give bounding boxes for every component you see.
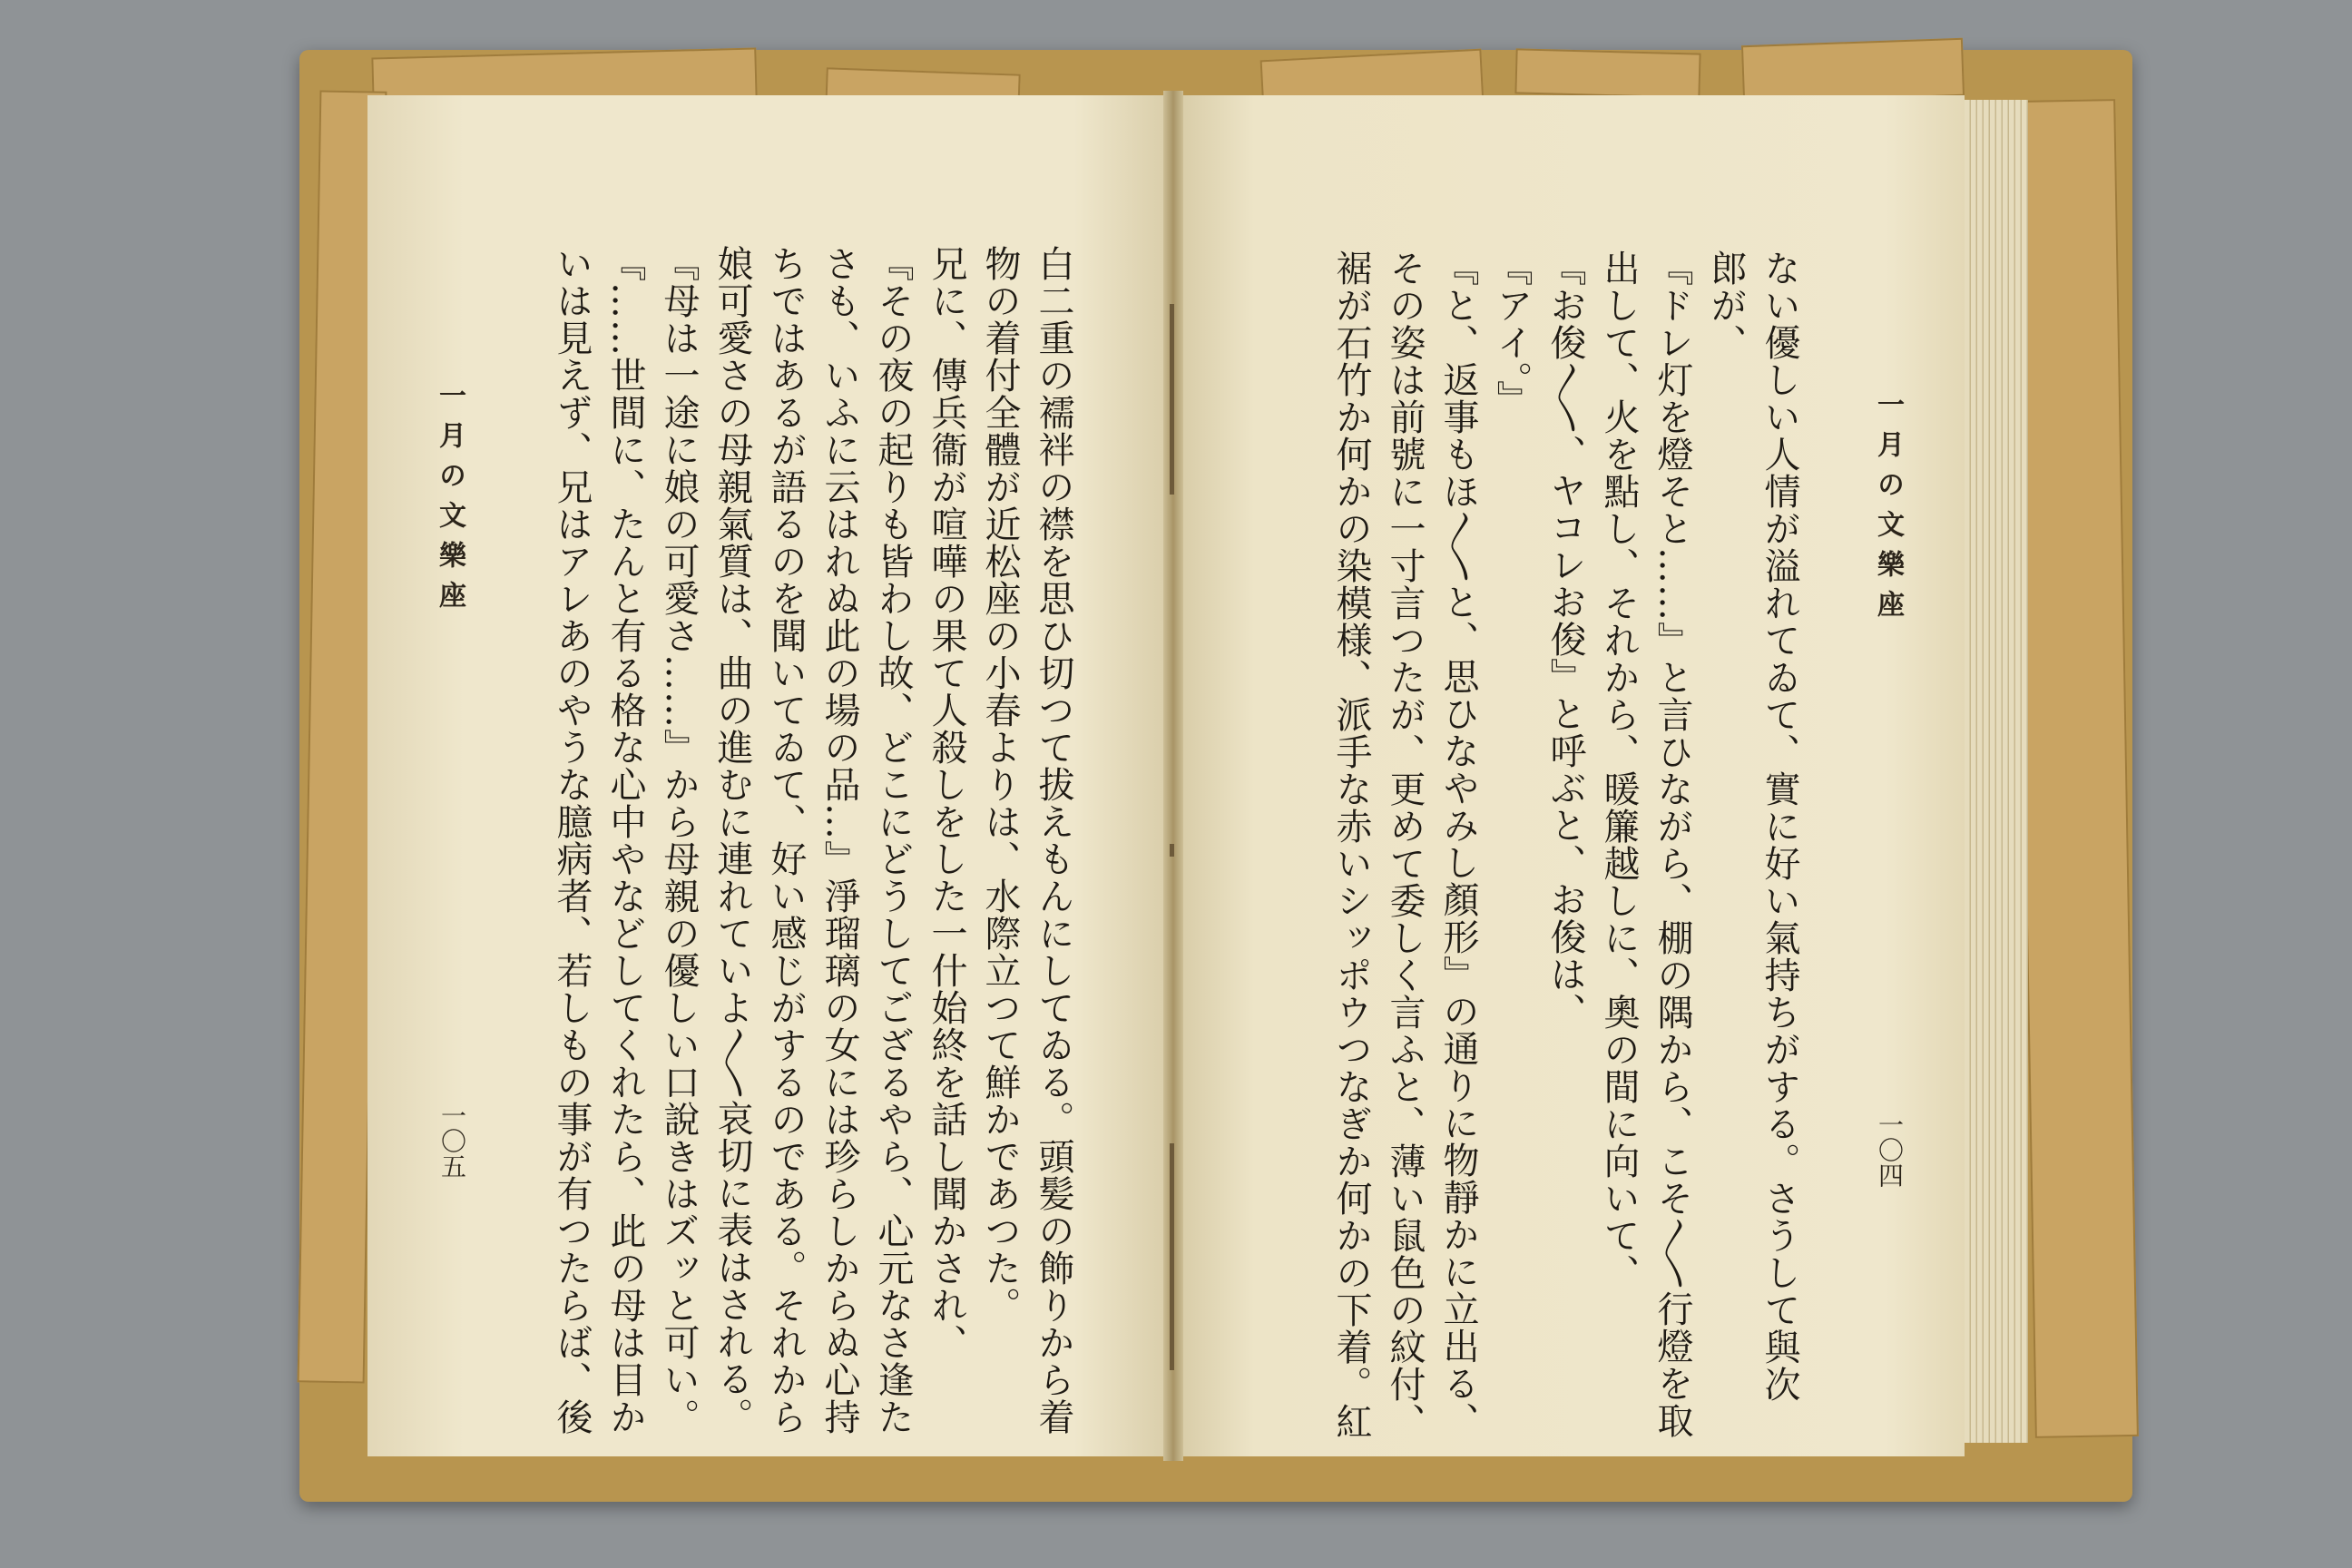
right-page-text — [1243, 250, 1806, 1440]
text-line: 娘可愛さの母親氣質は、曲の進むに連れていよ〳〵哀切に表はされる。 — [711, 245, 753, 1435]
running-head-right: 一月の文樂座 — [1872, 390, 1904, 630]
text-line: 物の着付全體が近松座の小春よりは、水際立つて鮮かであつた。 — [979, 245, 1021, 1324]
page-number-left: 一〇五 — [437, 1102, 467, 1179]
text-line: 郎が、 — [1705, 250, 1747, 361]
text-line: 『その夜の起りも皆わし故、どこにどうしてござるやら、心元なさ逢た — [872, 245, 914, 1436]
text-line: いは見えず、兄はアレあのやうな臆病者、若しもの事が有つたらば、後 — [551, 245, 593, 1436]
text-line: 『……世間に、たんと有る格な心中やなどしてくれたら、此の母は目か — [604, 245, 646, 1436]
text-line: 裾が石竹か何かの染模様、派手な赤いシッポウつなぎか何かの下着。紅 — [1330, 250, 1372, 1440]
binding-thread — [1170, 1143, 1174, 1370]
torn-cover-edge — [1741, 38, 1965, 103]
text-line: 『お俊〳〵、ヤコレお俊』と呼ぶと、お俊は、 — [1544, 250, 1586, 1030]
left-page-text — [490, 245, 1080, 1436]
text-line: 『母は一途に娘の可愛さ……』から母親の優しい口說きはズッと可い。 — [658, 245, 700, 1436]
binding-thread — [1170, 304, 1174, 495]
text-line: 兄に、傳兵衞が喧嘩の果て人殺しをした一什始終を話し聞かされ、 — [926, 245, 967, 1361]
binding-thread — [1170, 844, 1174, 857]
page-number-right: 一〇四 — [1875, 1112, 1905, 1188]
text-line: 白二重の襦袢の襟を思ひ切つて拔えもんにしてゐる。頭髪の飾りから着 — [1033, 245, 1074, 1436]
torn-cover-edge — [1514, 48, 1700, 98]
text-line: ちではあるが語るのを聞いてゐて、好い感じがするのである。それから — [765, 245, 807, 1436]
text-line: さも、いふに云はれぬ此の場の品…』淨瑠璃の女には珍らしからぬ心持 — [818, 245, 860, 1436]
text-line: ない優しい人情が溢れてゐて、實に好い氣持ちがする。さうして與次 — [1759, 250, 1800, 1403]
text-line: その姿は前號に一寸言つたが、更めて委しく言ふと、薄い鼠色の紋付、 — [1384, 250, 1426, 1440]
running-head-left: 一月の文樂座 — [434, 381, 466, 621]
page-stack-edge — [1965, 100, 2028, 1443]
text-line: 出して、火を點し、それから、暖簾越しに、奧の間に向いて、 — [1598, 250, 1640, 1291]
text-line: 『アイ。』 — [1491, 250, 1533, 417]
text-line: 『ドレ灯を燈そと……』と言ひながら、棚の隅から、こそ〳〵行燈を取 — [1651, 250, 1693, 1439]
text-line: 『と、返事もほ〳〵と、思ひなやみし顏形』の通りに物靜かに立出る、 — [1437, 250, 1479, 1439]
